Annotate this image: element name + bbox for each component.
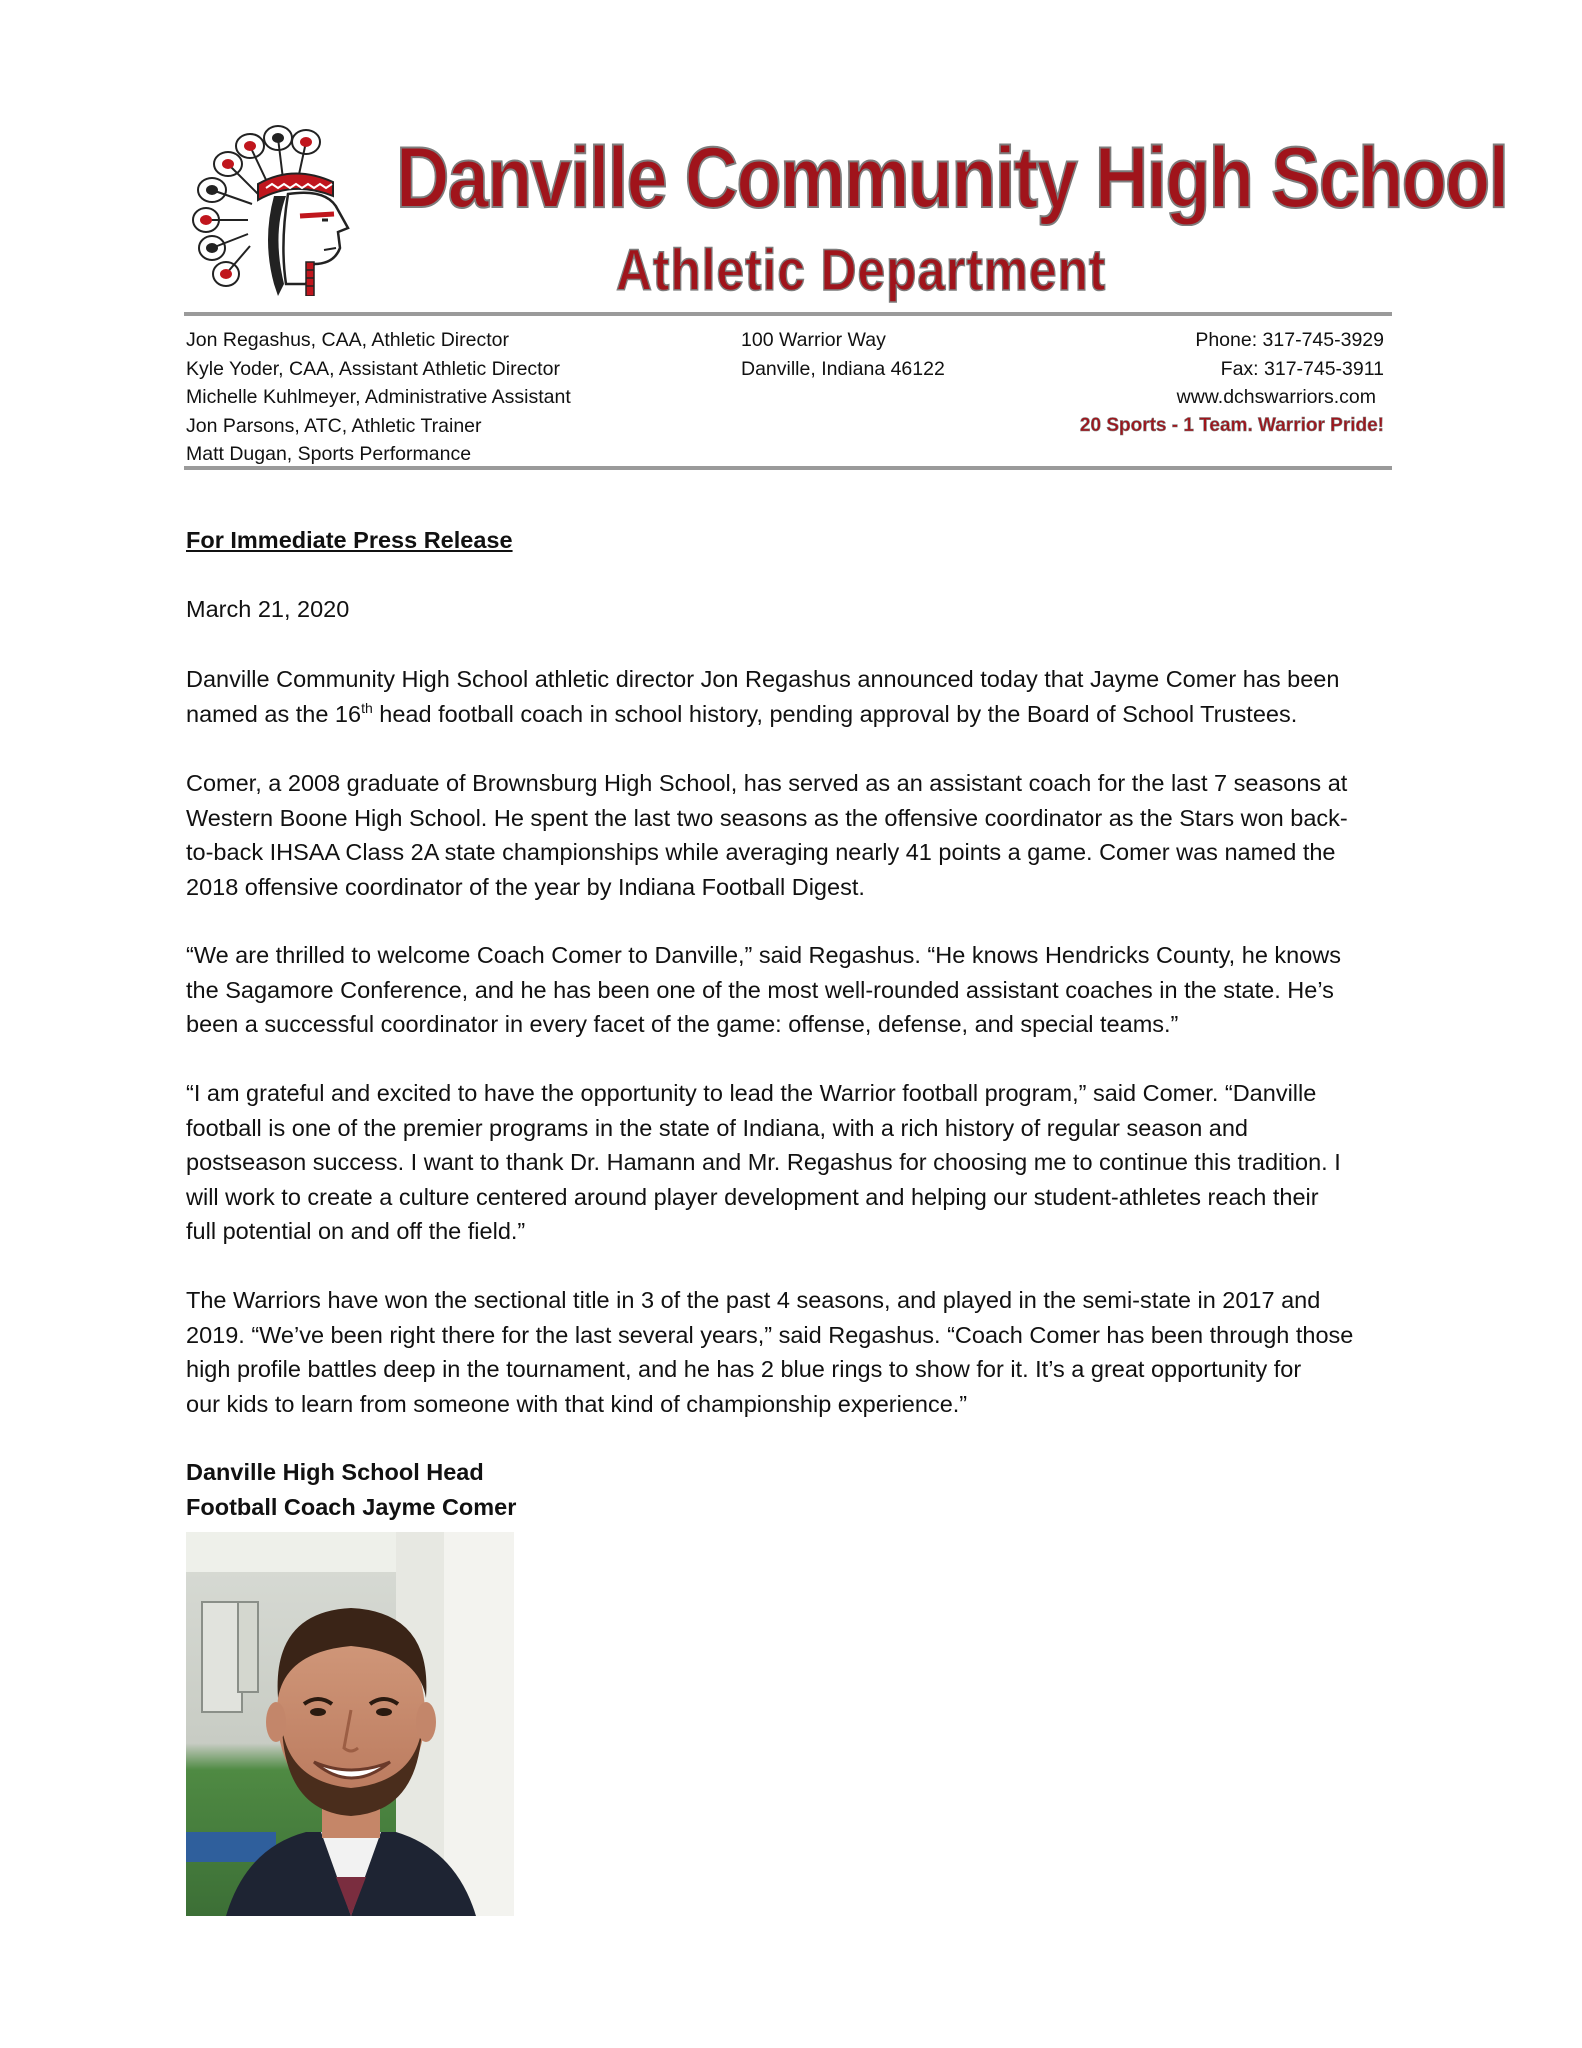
ordinal-suffix: th <box>361 699 373 716</box>
paragraph-announcement <box>186 662 1486 731</box>
paragraph-line: “We are thrilled to welcome Coach Comer to Danville,” said Regashus. “He knows Hendricks County, he knows <box>186 942 1342 968</box>
caption-line: Danville High School Head <box>186 1459 484 1485</box>
paragraph-coach-quote <box>186 1076 1486 1249</box>
staff-athletic-director: Jon Regashus, CAA, Athletic Director <box>186 329 509 351</box>
paragraph-line: Danville Community High School athletic director Jon Regashus announced today that Jayme Comer has been <box>186 666 1340 692</box>
paragraph-line: football is one of the premier programs in the state of Indiana, with a rich history of regular season and <box>186 1114 1248 1141</box>
phone-number: Phone: 317-745-3929 <box>1195 329 1384 351</box>
paragraph-line: 2019. “We’ve been right there for the last several years,” said Regashus. “Coach Comer has been through those <box>186 1321 1354 1348</box>
address-street: 100 Warrior Way <box>741 329 886 351</box>
warrior-head-logo-icon <box>188 124 364 296</box>
release-date: March 21, 2020 <box>186 596 350 622</box>
staff-athletic-trainer: Jon Parsons, ATC, Athletic Trainer <box>186 414 482 437</box>
line-text: named as the 16 <box>186 700 362 727</box>
paragraph-line: full potential on and off the field.” <box>186 1218 526 1244</box>
paragraph-line: will work to create a culture centered around player development and helping our student-athletes reach their <box>186 1183 1319 1210</box>
paragraph-director-quote <box>186 938 1486 1042</box>
paragraph-line <box>186 697 1486 732</box>
line-text: head football coach in school history, pending approval by the Board of School Trustees. <box>372 700 1298 727</box>
department-name: Athletic Department <box>616 238 1107 303</box>
paragraph-line: to-back IHSAA Class 2A state championships while averaging nearly 41 points a game. Comer was named the <box>186 839 1336 865</box>
mailing-address <box>741 326 945 383</box>
contact-info <box>1080 326 1384 440</box>
coach-portrait-photo <box>186 1532 514 1916</box>
paragraph-line: the Sagamore Conference, and he has been one of the most well-rounded assistant coaches in the state. He’s <box>186 976 1334 1003</box>
photo-caption <box>186 1455 1486 1524</box>
fax-number: Fax: 317-745-3911 <box>1220 357 1384 380</box>
paragraph-line: our kids to learn from someone with that kind of championship experience.” <box>186 1390 968 1417</box>
paragraph-line: postseason success. I want to thank Dr. Hamann and Mr. Regashus for choosing me to continue this tradition. I <box>186 1149 1341 1175</box>
staff-sports-performance: Matt Dugan, Sports Performance <box>186 443 472 465</box>
caption-line: Football Coach Jayme Comer <box>186 1493 517 1520</box>
paragraph-line: 2018 offensive coordinator of the year by Indiana Football Digest. <box>186 873 865 900</box>
paragraph-line: “I am grateful and excited to have the opportunity to lead the Warrior football program,” said Comer. “Danville <box>186 1080 1317 1106</box>
staff-assistant-director: Kyle Yoder, CAA, Assistant Athletic Director <box>186 357 560 380</box>
release-heading: For Immediate Press Release <box>186 527 513 553</box>
paragraph-program-history <box>186 1283 1486 1421</box>
school-name: Danville Community High School <box>396 130 1508 226</box>
paragraph-background <box>186 766 1486 904</box>
staff-list <box>186 326 571 469</box>
staff-admin-assistant: Michelle Kuhlmeyer, Administrative Assistant <box>186 386 571 408</box>
header-top-divider <box>184 312 1392 316</box>
header-bottom-divider <box>184 466 1392 470</box>
address-city: Danville, Indiana 46122 <box>741 357 945 380</box>
website-link[interactable]: www.dchswarriors.com <box>1176 386 1376 408</box>
paragraph-line: high profile battles deep in the tournament, and he has 2 blue rings to show for it. It’s a great opportunity for <box>186 1356 1302 1382</box>
paragraph-line: Western Boone High School. He spent the last two seasons as the offensive coordinator as the Stars won back- <box>186 804 1348 831</box>
paragraph-line: Comer, a 2008 graduate of Brownsburg High School, has served as an assistant coach for the last 7 seasons at <box>186 770 1348 796</box>
paragraph-line: been a successful coordinator in every facet of the game: offense, defense, and special teams.” <box>186 1011 1179 1037</box>
slogan: 20 Sports - 1 Team. Warrior Pride! <box>1079 414 1384 436</box>
paragraph-line: The Warriors have won the sectional title in 3 of the past 4 seasons, and played in the semi-state in 2017 and <box>186 1287 1321 1313</box>
